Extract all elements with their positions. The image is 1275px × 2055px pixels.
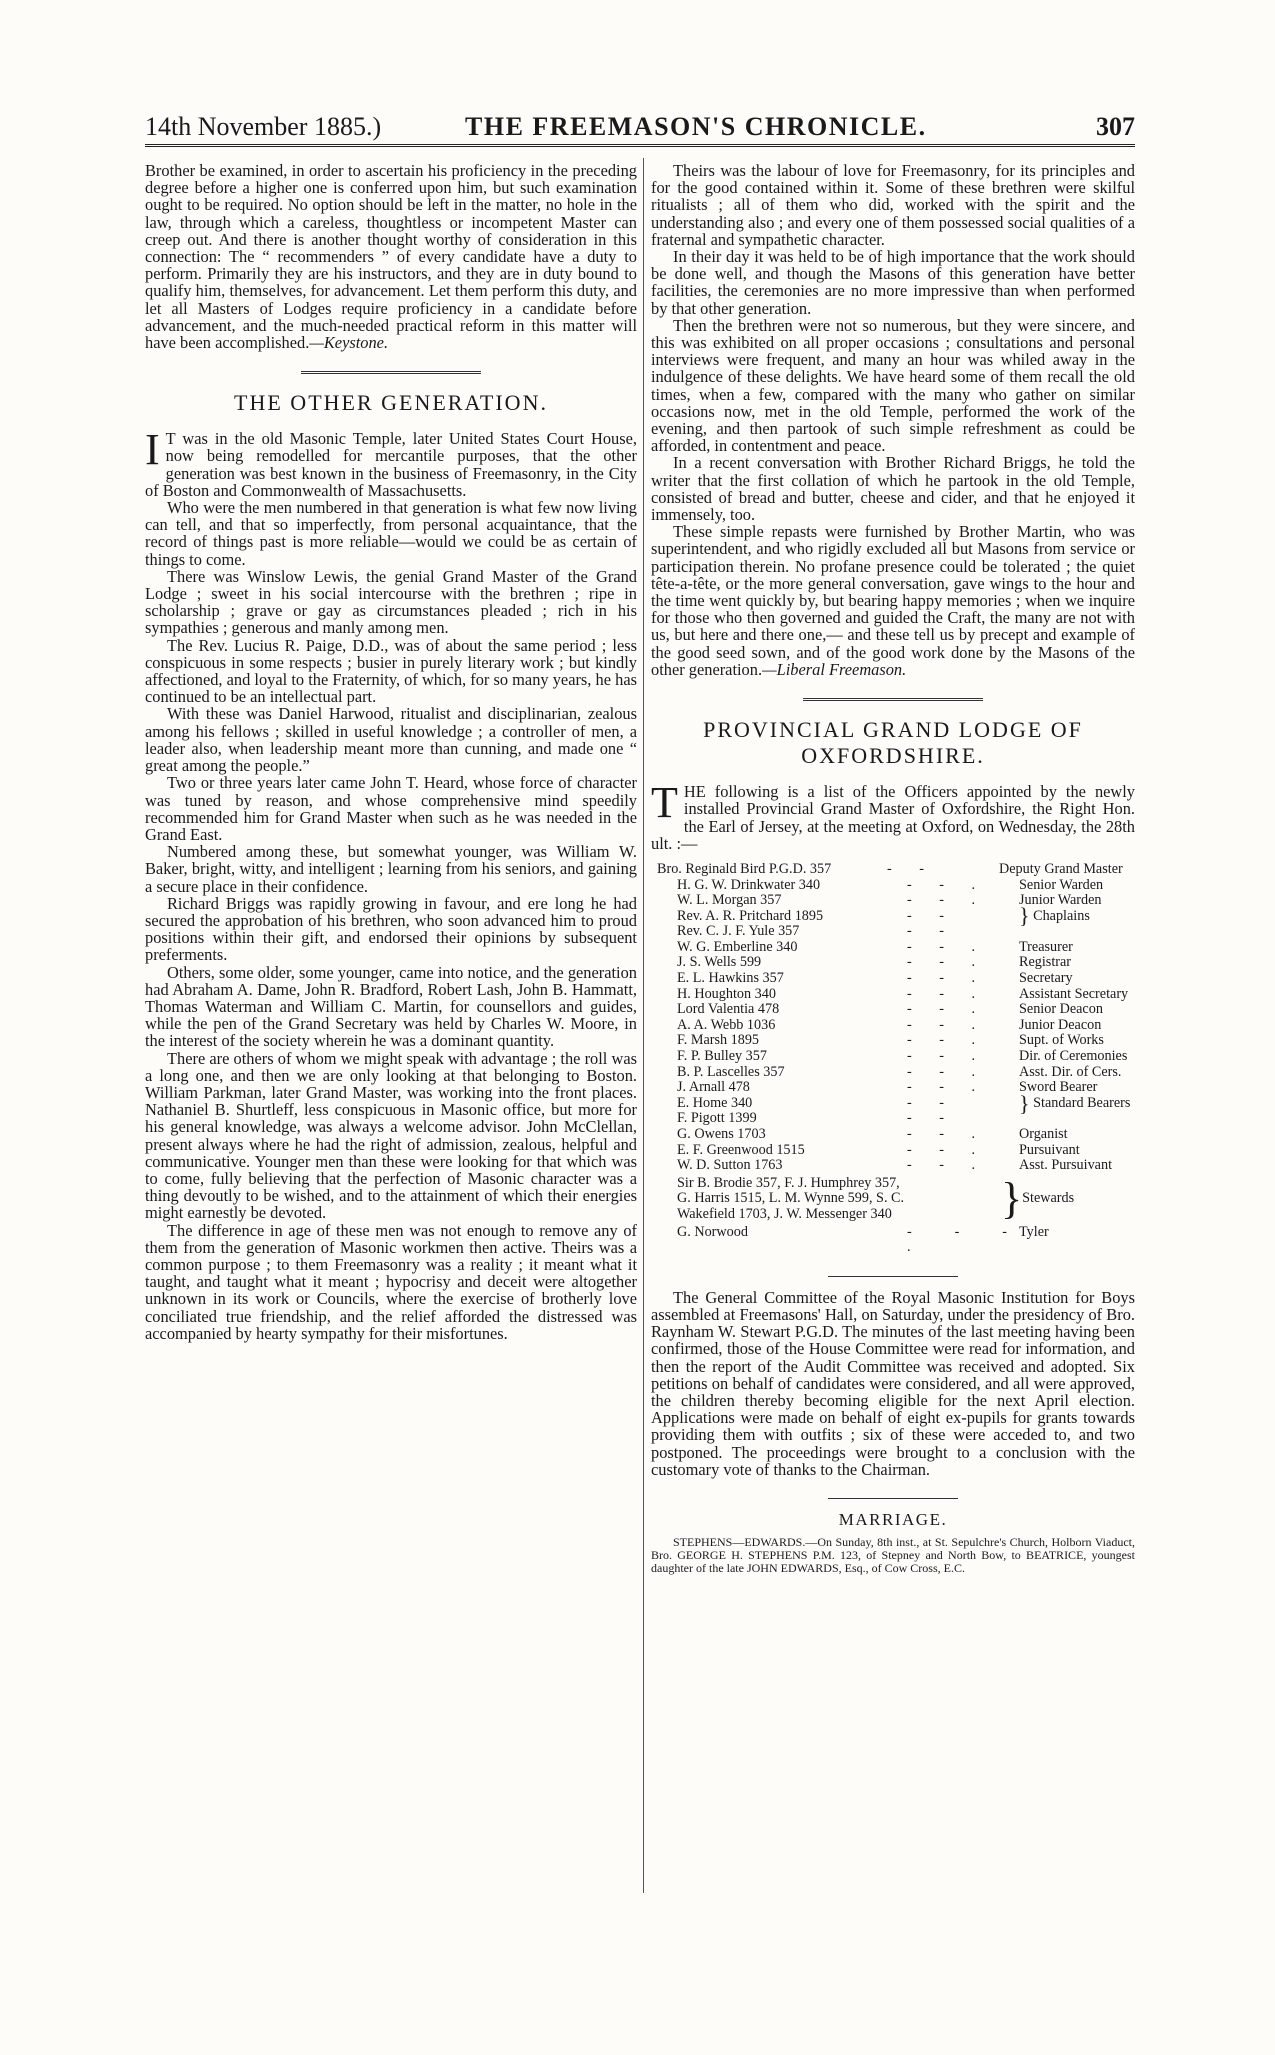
officer-role (1019, 903, 1135, 929)
officer-row (657, 1080, 1135, 1096)
leader-dots: - - . (907, 954, 988, 971)
officer-name: Rev. A. R. Pritchard 1895 (677, 907, 824, 924)
article-paragraph (651, 523, 1135, 678)
article-paragraph: Theirs was the labour of love for Freemasonry, for its principles and for the good contained within it. Some of these brethren were skilful ritualists ; all of them who did, worked with the spirit and the understanding also ; and every one of them possessed social qualities of a fraternal and sympathetic character. (651, 161, 1135, 249)
officer-row (657, 1018, 1135, 1034)
article-paragraph (145, 425, 637, 500)
page-header (145, 104, 1135, 144)
officer-name: Bro. Reginald Bird P.G.D. 357 (657, 860, 832, 877)
officer-row (657, 903, 1135, 929)
officer-name: F. Marsh 1895 (677, 1032, 760, 1049)
officer-row (657, 893, 1135, 909)
officer-row (657, 987, 1135, 1003)
officer-name: W. L. Morgan 357 (677, 892, 782, 909)
stewards-line: Wakefield 1703, J. W. Messenger 340 (677, 1205, 892, 1222)
officer-name: Lord Valentia 478 (677, 1001, 780, 1018)
officer-name: H. Houghton 340 (677, 985, 776, 1002)
leader-dots: - - (907, 923, 956, 940)
leader-dots: - - . (907, 1032, 988, 1049)
officer-row (657, 1111, 1135, 1127)
section-rule (803, 698, 983, 701)
section-rule (828, 1276, 958, 1277)
lodge-heading-line: PROVINCIAL GRAND LODGE OF (703, 717, 1083, 743)
leader-dots: - - . (907, 1126, 988, 1142)
officer-role: Registrar (1019, 954, 1072, 971)
officer-row (657, 1225, 1135, 1256)
officer-row (657, 1002, 1135, 1018)
officer-name: G. Norwood (677, 1223, 748, 1240)
marriage-notice: STEPHENS—EDWARDS.—On Sunday, 8th inst., at St. Sepulchre's Church, Holborn Viaduct, Bro. GEORGE H. STEPHENS P.M. 123, of Stepney and North Bow, to BEATRICE, youngest daughter of the late JOHN EDWARDS, Esq., of Cow Cross, E.C. (651, 1535, 1135, 1576)
leader-dots: - - . (907, 970, 988, 987)
officer-role: Sword Bearer (1019, 1079, 1098, 1096)
leader-dots: - - (907, 1110, 956, 1127)
leader-dots: - - . (907, 938, 988, 955)
column-divider (643, 158, 644, 1893)
right-column (651, 162, 1135, 1575)
leader-dots: - - . (907, 985, 988, 1002)
officer-row (657, 955, 1135, 971)
leader-dots: - - (887, 860, 936, 877)
officer-role: Treasurer (1019, 938, 1073, 955)
drop-cap: T (651, 778, 678, 828)
officer-role: Junior Deacon (1019, 1016, 1102, 1033)
article-paragraph: Two or three years later came John T. Heard, whose force of character was tuned by reason, and whose comprehensive mind speedily recommended him for Grand Master when such as he was needed in the Grand East. (145, 773, 637, 844)
officer-name: W. D. Sutton 1763 (677, 1157, 783, 1174)
intro-signature: —Keystone. (309, 333, 389, 353)
lodge-intro (651, 778, 1135, 853)
officer-role (1019, 1111, 1135, 1127)
officer-name: F. Pigott 1399 (677, 1110, 757, 1127)
paragraph-text: T was in the old Masonic Temple, later United States Court House, now being remodelled for mercantile purposes, that the other generation was best known in the business of Freemasonry, in the City of Boston and Commonwealth of Massachusetts. (145, 429, 637, 500)
leader-dots: - - (907, 907, 956, 924)
officer-name: W. G. Emberline 340 (677, 938, 798, 955)
officer-role: Senior Deacon (1019, 1001, 1103, 1018)
article-heading: THE OTHER GENERATION. (234, 390, 548, 416)
leader-dots: - - . (907, 1001, 988, 1018)
officer-role: Supt. of Works (1019, 1032, 1104, 1049)
stewards-group (657, 1176, 1135, 1223)
leader-dots: - - (907, 1094, 956, 1111)
brace-icon: } (1001, 1174, 1023, 1224)
section-rule (301, 371, 481, 374)
leader-dots: - - . (907, 1079, 988, 1096)
lodge-intro-text: HE following is a list of the Officers appointed by the newly installed Provincial Grand Master of Oxfordshire, the Right Hon. the Earl of Jersey, at the meeting at Oxford, on Wednesday, the 28th ult. :— (651, 782, 1135, 853)
lodge-heading-line: OXFORDSHIRE. (801, 743, 985, 769)
leader-dots: - - . (907, 876, 988, 893)
officer-name: Rev. C. J. F. Yule 357 (677, 923, 800, 940)
stewards-line: Sir B. Brodie 357, F. J. Humphrey 357, (677, 1174, 900, 1191)
article-paragraph: In their day it was held to be of high importance that the work should be done well, and though the Masons of this generation have better facilities, the ceremonies are no more impressive than when performed by that other generation. (651, 247, 1135, 318)
article-paragraph: Who were the men numbered in that generation is what few now living can tell, and that so imperfectly, from personal acquaintance, that the record of things past is more reliable—would we could be as certain of things to come. (145, 498, 637, 569)
officer-role: Tyler (1019, 1223, 1049, 1240)
officer-row (657, 1127, 1135, 1143)
article-paragraph: In a recent conversation with Brother Richard Briggs, he told the writer that the first collation of which he partook in the old Temple, consisted of bread and butter, cheese and cider, and that he enjoyed it immensely, too. (651, 453, 1135, 525)
drop-cap: I (145, 425, 160, 475)
officer-row (657, 1033, 1135, 1049)
header-rule (145, 144, 1135, 147)
leader-dots: - - . (907, 1016, 988, 1033)
left-column (145, 162, 637, 1342)
lodge-heading (651, 717, 1135, 769)
officer-name: E. L. Hawkins 357 (677, 970, 784, 987)
officer-name: E. F. Greenwood 1515 (677, 1141, 805, 1158)
intro-paragraph (145, 162, 637, 351)
article-paragraph: There are others of whom we might speak with advantage ; the roll was a long one, and then we are only looking at that belonging to Boston. William Parkman, later Grand Master, was working into the front places. Nathaniel B. Shurtleff, less conspicuous in Masonic office, but more for his general knowledge, was always a welcome advisor. John McClellan, present always where he had the right of admission, zealous, helpful and communicative. Younger men than these were looking for that which was to come, fully believing that the perfection of Masonic character was a thing devoutly to be wished, and to the attainment of which their energies might earnestly be devoted. (145, 1048, 637, 1223)
officer-role (1019, 924, 1135, 940)
paragraph-text: These simple repasts were furnished by Brother Martin, who was superintendent, and who rigidly excluded all but Masons from service or participation therein. No profane presence could be tolerated ; the quiet tête-a-tête, or the more general conversation, gave wings to the hour and the time went quickly by, but bearing happy memories ; when we inquire for those who then governed and guided the Craft, the many are not with us, but here and there one,— and these tell us by precept and example of the good seed sown, and of the good work done by the Masons of the other generation. (651, 522, 1135, 679)
officers-list (657, 862, 1135, 1256)
article-paragraph: Richard Briggs was rapidly growing in favour, and ere long he had secured the approbation of his brethren, who soon advanced him to proud positions within their gift, and endorsed their opinions by subsequent preferments. (145, 893, 637, 965)
leader-dots: - - - . (907, 1223, 1019, 1256)
leader-dots: - - . (907, 892, 988, 909)
brace-icon: } (1019, 1090, 1030, 1116)
article-signature: —Liberal Freemason. (762, 659, 907, 679)
officer-row (657, 924, 1135, 940)
officer-role: Junior Warden (1019, 892, 1102, 909)
leader-dots: - - . (907, 1157, 988, 1174)
officer-row (657, 1090, 1135, 1116)
officer-row (657, 1143, 1135, 1159)
officer-row (657, 1158, 1135, 1174)
leader-dots: - - . (907, 1063, 988, 1080)
officer-row (657, 862, 1135, 878)
officer-name: J. S. Wells 599 (677, 954, 762, 971)
article-paragraph: Then the brethren were not so numerous, but they were sincere, and this was exhibited on all proper occasions ; consultations and personal interviews were frequent, and many an hour was whiled away in the indulgence of these delights. We have heard some of them recall the old times, when a few, compared with the many who gather on similar occasions now, met in the old Temple, performed the work of the evening, and then partook of such simple refreshment as could be afforded, in contentment and peace. (651, 315, 1135, 456)
officer-row (657, 940, 1135, 956)
officer-name: A. A. Webb 1036 (677, 1016, 776, 1033)
officer-row (657, 1065, 1135, 1081)
officer-row (657, 878, 1135, 894)
officer-role: Asst. Dir. of Cers. (1019, 1063, 1122, 1080)
officer-role: Organist (1019, 1126, 1068, 1142)
publication-title: THE FREEMASON'S CHRONICLE. (465, 112, 927, 141)
stewards-role (997, 1176, 1074, 1223)
officer-name: J. Arnall 478 (677, 1079, 750, 1096)
stewards-names (657, 1176, 997, 1223)
stewards-role-text: Stewards (1022, 1190, 1075, 1207)
article-paragraph: Others, some older, some younger, came into notice, and the generation had Abraham A. Dame, John R. Bradford, Robert Lash, John B. Hammatt, Thomas Waterman and William C. Martin, for counsellors and guides, while the pen of the Grand Secretary was held by Charles W. Moore, in the interest of the society wherein he was a dominant quantity. (145, 962, 637, 1051)
officer-role: Pursuivant (1019, 1141, 1080, 1158)
officer-name: B. P. Lascelles 357 (677, 1063, 785, 1080)
leader-dots: - - . (907, 1141, 988, 1158)
article-paragraph: The Rev. Lucius R. Paige, D.D., was of about the same period ; less conspicuous in some respects ; busier in purely literary work ; but kindly affectioned, and loyal to the Fraternity, of which, for so many years, he has continued to be an intellectual part. (145, 635, 637, 707)
article-paragraph: There was Winslow Lewis, the genial Grand Master of the Grand Lodge ; sweet in his social intercourse with the brethren ; ripe in scholarship ; grave or gay as circumstances pleaded ; rich in his sympathies ; generous and manly among men. (145, 566, 637, 638)
officer-role-text: Standard Bearers (1033, 1094, 1131, 1111)
leader-dots: - - . (907, 1048, 988, 1065)
article-paragraph: The difference in age of these men was not enough to remove any of them from the generation of Masonic workmen then active. Theirs was a common purpose ; to them Freemasonry was a reality ; it meant what it taught, and taught what it meant ; hypocrisy and deceit were altogether unknown in its work or Councils, where the exercise of brotherly love conciliated true friendship, and the relief afforded the distressed was accompanied by hearty sympathy for their misfortunes. (145, 1220, 637, 1343)
stewards-line: G. Harris 1515, L. M. Wynne 599, S. C. (677, 1190, 905, 1207)
article-paragraph: With these was Daniel Harwood, ritualist and disciplinarian, zealous among his fellows ; skilled in useful knowledge ; a controller of men, a leader also, when leadership meant more than cunning, and made one “ great among the people.” (145, 704, 637, 776)
officer-row (657, 1049, 1135, 1065)
marriage-heading: MARRIAGE. (838, 1509, 948, 1529)
officer-role-text: Chaplains (1033, 907, 1090, 924)
brace-icon: } (1019, 903, 1030, 929)
header-date: 14th November 1885.) (145, 112, 382, 141)
officer-name: G. Owens 1703 (677, 1126, 766, 1142)
officer-role: Deputy Grand Master (999, 860, 1123, 877)
officer-name: F. P. Bulley 357 (677, 1048, 767, 1065)
officer-role: Secretary (1019, 970, 1073, 987)
page-number: 307 (1096, 112, 1135, 141)
intro-text: Brother be examined, in order to ascertain his proficiency in the preceding degree before a higher one is conferred upon him, but such examination ought to be required. No option should be left in the matter, no hole in the law, through which a careless, thoughtless or incompetent Master can creep out. And there is another thought worthy of consideration in this connection: The “ recommenders ” of every candidate have a duty to perform. Primarily they are his instructors, and they are in duty bound to qualify him, themselves, for advancement. Let them perform this duty, and let all Masters of Lodges require proficiency in a candidate before advancement, and the much-needed practical reform in this matter will have been accomplished. (145, 161, 637, 353)
officer-role (1019, 1090, 1135, 1116)
committee-paragraph: The General Committee of the Royal Masonic Institution for Boys assembled at Freemasons' Hall, on Saturday, under the presidency of Bro. Raynham W. Stewart P.G.D. The minutes of the last meeting having been confirmed, those of the House Committee were read for information, and then the report of the Audit Committee was received and adopted. Six petitions on behalf of candidates were considered, and all were approved, the children thereby becoming eligible for the next April election. Applications were made on behalf of eight ex-pupils for grants towards providing them with outfits ; six of these were acceded to, and two postponed. The proceedings were brought to a conclusion with the customary vote of thanks to the Chairman. (651, 1287, 1135, 1479)
officer-name: E. Home 340 (677, 1094, 753, 1111)
officer-role: Senior Warden (1019, 876, 1104, 893)
officer-role: Assistant Secretary (1019, 985, 1129, 1002)
officer-row (657, 971, 1135, 987)
officer-name: H. G. W. Drinkwater 340 (677, 876, 821, 893)
officer-role: Dir. of Ceremonies (1019, 1048, 1128, 1065)
article-paragraph: Numbered among these, but somewhat younger, was William W. Baker, bright, witty, and intelligent ; learning from his seniors, and gaining a secure place in their confidence. (145, 842, 637, 896)
section-rule (828, 1498, 958, 1499)
officer-role: Asst. Pursuivant (1019, 1157, 1113, 1174)
